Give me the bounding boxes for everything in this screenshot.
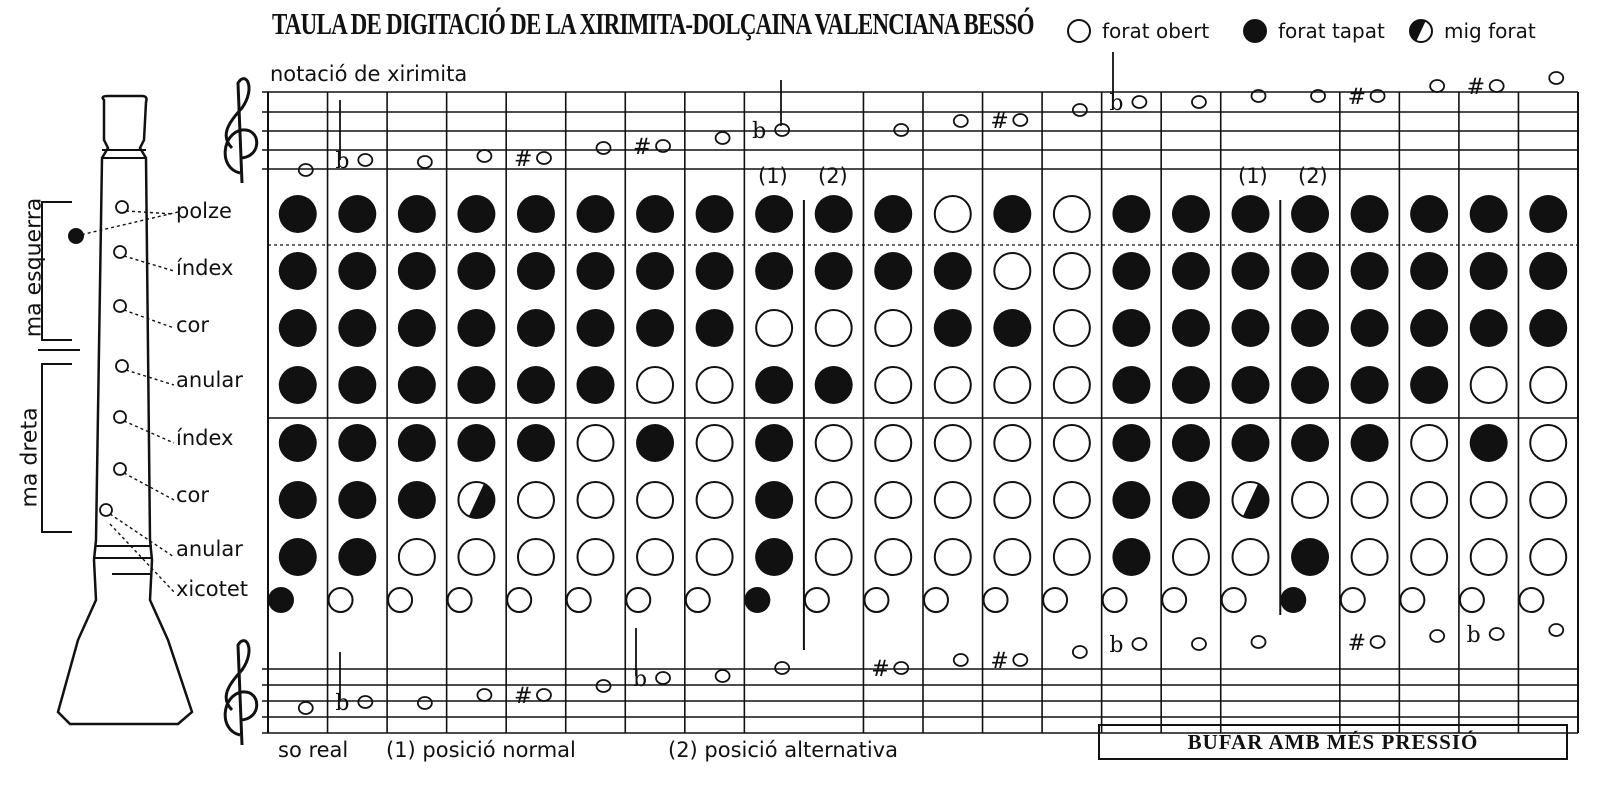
- closed-hole: [1291, 309, 1329, 347]
- closed-hole: [1232, 252, 1270, 290]
- top-staff-note: [775, 124, 789, 136]
- open-hole: [816, 539, 852, 575]
- legend-half: [1408, 18, 1536, 44]
- closed-hole: [1351, 309, 1389, 347]
- open-hole: [458, 539, 494, 575]
- open-hole: [1233, 539, 1269, 575]
- open-hole: [805, 588, 829, 612]
- footnote-sound: so real: [278, 738, 349, 762]
- open-hole: [637, 482, 673, 518]
- bottom-accidental: b: [633, 667, 648, 692]
- closed-hole: [1291, 538, 1329, 576]
- finger-label-thumb: polze: [176, 199, 232, 223]
- open-hole: [1530, 425, 1566, 461]
- closed-hole: [1232, 424, 1270, 462]
- legend-closed: [1242, 18, 1385, 44]
- closed-hole: [1470, 309, 1508, 347]
- open-hole: [388, 588, 412, 612]
- open-hole: [816, 310, 852, 346]
- closed-hole: [457, 366, 495, 404]
- open-hole: [329, 588, 353, 612]
- open-hole-icon: [1066, 18, 1092, 44]
- open-hole: [1054, 253, 1090, 289]
- top-accidental: #: [633, 135, 652, 160]
- open-hole: [1411, 425, 1447, 461]
- open-hole: [994, 253, 1030, 289]
- closed-hole: [755, 538, 793, 576]
- closed-hole: [874, 195, 912, 233]
- closed-hole: [398, 366, 436, 404]
- closed-hole: [1351, 195, 1389, 233]
- bottom-staff-note: [775, 662, 789, 674]
- open-hole: [697, 539, 733, 575]
- closed-hole: [1112, 538, 1150, 576]
- open-hole: [1400, 588, 1424, 612]
- top-staff-note: [1132, 96, 1146, 108]
- open-hole: [448, 588, 472, 612]
- open-hole: [875, 425, 911, 461]
- closed-hole: [1529, 195, 1567, 233]
- chart-title: TAULA DE DIGITACIÓ DE LA XIRIMITA-DOLÇAINA VALENCIANA BESSÓ: [272, 6, 1034, 41]
- closed-hole: [1410, 309, 1448, 347]
- bottom-staff-note: [1371, 636, 1385, 648]
- closed-hole: [398, 195, 436, 233]
- open-hole: [875, 482, 911, 518]
- closed-hole: [338, 366, 376, 404]
- dolcaina-body: [58, 96, 192, 724]
- closed-hole: [934, 252, 972, 290]
- closed-hole: [398, 252, 436, 290]
- closed-hole-icon: [1242, 18, 1268, 44]
- bottom-accidental: #: [871, 657, 890, 682]
- open-hole: [686, 588, 710, 612]
- open-hole: [875, 310, 911, 346]
- closed-hole: [1351, 424, 1389, 462]
- closed-hole: [279, 195, 317, 233]
- closed-hole: [1172, 366, 1210, 404]
- closed-hole: [815, 366, 853, 404]
- closed-hole: [279, 366, 317, 404]
- open-hole: [935, 425, 971, 461]
- open-hole: [697, 482, 733, 518]
- bottom-staff-note: [299, 702, 313, 714]
- open-hole: [1471, 539, 1507, 575]
- closed-hole: [1410, 195, 1448, 233]
- bottom-staff-note: [1013, 654, 1027, 666]
- bottom-accidental: #: [1347, 631, 1367, 656]
- closed-hole: [577, 309, 615, 347]
- top-accidental: #: [1466, 75, 1486, 100]
- closed-hole: [1232, 309, 1270, 347]
- closed-hole: [338, 481, 376, 519]
- closed-hole: [398, 309, 436, 347]
- closed-hole: [755, 252, 793, 290]
- closed-hole: [1529, 309, 1567, 347]
- open-hole: [518, 539, 554, 575]
- closed-hole: [755, 195, 793, 233]
- bottom-accidental: #: [990, 649, 1009, 674]
- open-hole: [994, 425, 1030, 461]
- open-hole: [637, 367, 673, 403]
- open-hole: [399, 539, 435, 575]
- open-hole: [1411, 539, 1447, 575]
- top-staff-note: [954, 115, 968, 127]
- bottom-staff-note: [477, 689, 491, 701]
- closed-hole: [1172, 481, 1210, 519]
- closed-hole: [1172, 195, 1210, 233]
- bottom-staff-note: [1252, 636, 1266, 648]
- legend-open: [1066, 18, 1209, 44]
- closed-hole: [1112, 309, 1150, 347]
- open-hole: [1162, 588, 1186, 612]
- open-hole: [1530, 482, 1566, 518]
- closed-hole: [1232, 195, 1270, 233]
- open-hole: [1341, 588, 1365, 612]
- open-hole: [875, 539, 911, 575]
- top-accidental: b: [335, 149, 350, 174]
- closed-hole: [1351, 252, 1389, 290]
- open-hole: [1173, 539, 1209, 575]
- open-hole: [924, 588, 948, 612]
- closed-hole: [517, 366, 555, 404]
- closed-hole: [874, 252, 912, 290]
- closed-hole: [1291, 366, 1329, 404]
- closed-hole: [517, 309, 555, 347]
- closed-hole: [696, 252, 734, 290]
- position-label-alternative-high: (2): [1298, 164, 1328, 188]
- open-hole: [1054, 196, 1090, 232]
- closed-hole: [1291, 252, 1329, 290]
- open-hole: [637, 539, 673, 575]
- top-staff-note: [894, 124, 908, 136]
- treble-clef-top: [225, 79, 257, 183]
- open-hole: [518, 482, 554, 518]
- open-hole: [816, 425, 852, 461]
- closed-hole: [1529, 252, 1567, 290]
- closed-hole: [1112, 481, 1150, 519]
- open-hole: [875, 367, 911, 403]
- finger-label-right-index: índex: [176, 426, 234, 450]
- open-hole: [578, 482, 614, 518]
- open-hole: [994, 482, 1030, 518]
- top-staff-note: [537, 152, 551, 164]
- closed-hole: [279, 309, 317, 347]
- top-accidental: b: [752, 119, 767, 144]
- open-hole: [567, 588, 591, 612]
- closed-hole: [279, 252, 317, 290]
- bottom-staff-note: [418, 697, 432, 709]
- position-label-normal: (1): [758, 164, 788, 188]
- bottom-staff-note: [537, 689, 551, 701]
- bottom-staff-note: [1073, 646, 1087, 658]
- closed-hole: [577, 195, 615, 233]
- closed-hole: [1112, 366, 1150, 404]
- closed-hole: [268, 587, 294, 613]
- bottom-staff-note: [954, 654, 968, 666]
- open-hole: [935, 482, 971, 518]
- right-hand-bracket: [42, 364, 72, 532]
- top-accidental: #: [1347, 85, 1367, 110]
- top-staff-note: [477, 150, 491, 162]
- closed-hole: [636, 309, 674, 347]
- open-hole: [1222, 588, 1246, 612]
- open-hole: [1530, 539, 1566, 575]
- top-staff-note: [1013, 114, 1027, 126]
- top-staff-note: [1073, 104, 1087, 116]
- open-hole: [935, 367, 971, 403]
- closed-hole: [398, 481, 436, 519]
- half-hole-icon: [1408, 18, 1434, 44]
- bottom-staff-note: [358, 696, 372, 708]
- footnote-normal: (1) posició normal: [386, 738, 576, 762]
- bottom-staff-note: [597, 680, 611, 692]
- bottom-staff-note: [894, 662, 908, 674]
- finger-label-right-ring: anular: [176, 537, 243, 561]
- open-hole: [1352, 482, 1388, 518]
- closed-hole: [993, 309, 1031, 347]
- closed-hole: [517, 424, 555, 462]
- open-hole: [1054, 367, 1090, 403]
- closed-hole: [457, 424, 495, 462]
- top-staff-note: [1549, 72, 1563, 84]
- closed-hole: [755, 481, 793, 519]
- closed-hole: [1112, 195, 1150, 233]
- closed-hole: [1410, 366, 1448, 404]
- position-label-normal-high: (1): [1238, 164, 1268, 188]
- closed-hole: [636, 195, 674, 233]
- closed-hole: [338, 195, 376, 233]
- closed-hole: [744, 587, 770, 613]
- bottom-staff-note: [1430, 630, 1444, 642]
- top-staff-note: [1490, 80, 1504, 92]
- bottom-staff-note: [1192, 638, 1206, 650]
- closed-hole: [755, 424, 793, 462]
- closed-hole: [577, 252, 615, 290]
- footnote-alternative: (2) posició alternativa: [668, 738, 898, 762]
- notation-label: notació de xirimita: [270, 62, 468, 86]
- hand-right-label: ma dreta: [17, 407, 43, 508]
- bottom-accidental: b: [335, 691, 350, 716]
- bottom-staff-note: [1549, 624, 1563, 636]
- closed-hole: [457, 252, 495, 290]
- top-staff-note: [716, 132, 730, 144]
- open-hole: [626, 588, 650, 612]
- bottom-accidental: b: [1109, 633, 1124, 658]
- treble-clef-bottom: [225, 641, 257, 745]
- hand-left-label: ma esquerra: [21, 197, 47, 338]
- top-staff-note: [1192, 96, 1206, 108]
- open-hole: [1292, 482, 1328, 518]
- open-hole: [1054, 425, 1090, 461]
- closed-hole: [1232, 366, 1270, 404]
- closed-hole: [636, 252, 674, 290]
- closed-hole: [1291, 195, 1329, 233]
- open-hole: [1054, 539, 1090, 575]
- closed-hole: [517, 195, 555, 233]
- closed-hole: [993, 195, 1031, 233]
- top-staff-note: [597, 142, 611, 154]
- closed-hole: [577, 366, 615, 404]
- closed-hole: [755, 366, 793, 404]
- open-hole: [1530, 367, 1566, 403]
- closed-hole: [1470, 252, 1508, 290]
- top-accidental: #: [990, 109, 1009, 134]
- closed-hole: [1172, 424, 1210, 462]
- legend-half-label: mig forat: [1444, 19, 1536, 43]
- closed-hole: [457, 195, 495, 233]
- closed-hole: [1112, 252, 1150, 290]
- open-hole: [1103, 588, 1127, 612]
- bottom-staff-note: [1132, 638, 1146, 650]
- legend-closed-label: forat tapat: [1278, 19, 1385, 43]
- closed-hole: [1280, 587, 1306, 613]
- open-hole: [1411, 482, 1447, 518]
- open-hole: [1460, 588, 1484, 612]
- open-hole: [864, 588, 888, 612]
- open-hole: [1043, 588, 1067, 612]
- top-staff-note: [1430, 80, 1444, 92]
- left-hand-bracket: [42, 202, 72, 340]
- closed-hole: [696, 309, 734, 347]
- closed-hole: [338, 424, 376, 462]
- open-hole: [697, 367, 733, 403]
- closed-hole: [815, 195, 853, 233]
- finger-label-right-middle: cor: [176, 483, 210, 507]
- open-hole: [1471, 367, 1507, 403]
- closed-hole: [517, 252, 555, 290]
- finger-label-left-middle: cor: [176, 313, 210, 337]
- closed-hole: [1172, 252, 1210, 290]
- closed-hole: [815, 252, 853, 290]
- top-staff-note: [358, 154, 372, 166]
- closed-hole: [279, 538, 317, 576]
- open-hole: [1519, 588, 1543, 612]
- closed-hole: [457, 309, 495, 347]
- closed-hole: [279, 424, 317, 462]
- closed-hole: [934, 309, 972, 347]
- open-hole: [994, 367, 1030, 403]
- open-hole: [816, 482, 852, 518]
- open-hole: [1471, 482, 1507, 518]
- open-hole: [1352, 539, 1388, 575]
- closed-hole: [338, 538, 376, 576]
- closed-hole: [338, 309, 376, 347]
- closed-hole: [1470, 195, 1508, 233]
- open-hole: [578, 539, 614, 575]
- finger-label-pinky: xicotet: [176, 577, 249, 601]
- top-accidental: b: [1109, 91, 1124, 116]
- finger-label-left-index: índex: [176, 256, 234, 280]
- closed-hole: [1172, 309, 1210, 347]
- bottom-accidental: #: [513, 684, 533, 709]
- open-hole: [756, 310, 792, 346]
- open-hole: [1054, 310, 1090, 346]
- closed-hole: [1470, 424, 1508, 462]
- open-hole: [994, 539, 1030, 575]
- pressure-note: BUFAR AMB MÉS PRESSIÓ: [1098, 724, 1568, 760]
- closed-hole: [1112, 424, 1150, 462]
- top-staff-note: [418, 156, 432, 168]
- open-hole: [935, 539, 971, 575]
- finger-label-left-ring: anular: [176, 368, 243, 392]
- closed-hole: [636, 424, 674, 462]
- closed-hole: [338, 252, 376, 290]
- bottom-accidental: b: [1466, 623, 1481, 648]
- closed-hole: [398, 424, 436, 462]
- bottom-staff-note: [656, 672, 670, 684]
- bottom-staff-note: [716, 670, 730, 682]
- closed-hole: [696, 195, 734, 233]
- closed-hole: [1351, 366, 1389, 404]
- open-hole: [697, 425, 733, 461]
- open-hole: [578, 425, 614, 461]
- closed-hole: [279, 481, 317, 519]
- legend-open-label: forat obert: [1102, 19, 1210, 43]
- top-accidental: #: [513, 147, 533, 172]
- top-staff-note: [299, 164, 313, 176]
- closed-hole: [1410, 252, 1448, 290]
- bottom-staff-note: [1490, 628, 1504, 640]
- open-hole: [1054, 482, 1090, 518]
- position-label-alternative: (2): [818, 164, 848, 188]
- open-hole: [984, 588, 1008, 612]
- open-hole: [507, 588, 531, 612]
- closed-hole: [1291, 424, 1329, 462]
- open-hole: [935, 196, 971, 232]
